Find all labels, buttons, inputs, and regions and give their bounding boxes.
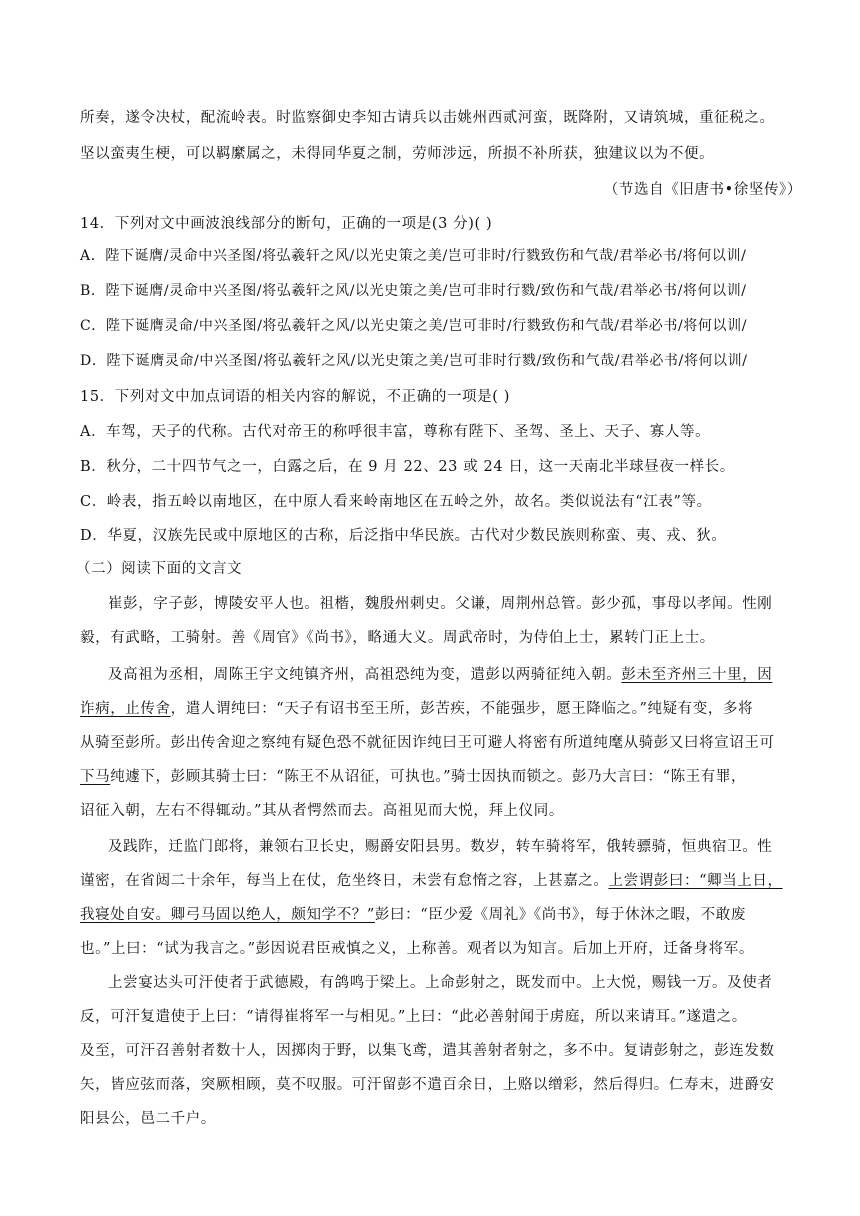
question-15-stem: 15．下列对文中加点词语的相关内容的解说，不正确的一项是( ): [80, 389, 510, 405]
section-heading: （二）阅读下面的文言文: [76, 561, 243, 577]
underlined-text: 诈病，止传舍: [80, 701, 171, 717]
question-14-option-d: D．陛下诞膺灵命/中兴圣图/将弘羲轩之风/以光史策之美/岂可非时行戮/致伤和气哉/君举必书/将何以训/: [80, 353, 748, 369]
question-15-option-d: D．华夏，汉族先民或中原地区的古称，后泛指中华民族。古代对少数民族则称蛮、夷、戎、狄。: [80, 528, 727, 544]
paragraph-line: [108, 663, 772, 684]
paragraph-line: [80, 765, 746, 786]
text-run: 彭曰：“臣少爱《周礼》《尚书》，每于休沐之暇，不敢废: [374, 907, 746, 923]
underlined-text: 我寝处自安。卿弓马固以绝人，颇知学不？”: [80, 907, 375, 923]
text-run: 及高祖为丞相，周陈王宇文纯镇齐州，高祖恐纯为变，遣彭以两骑征纯入朝。: [108, 667, 622, 683]
paragraph-line: 从骑至彭所。彭出传舍迎之察纯有疑色恐不就征因诈纯曰王可避人将密有所道纯麾从骑彭又曰将宣诏王可: [80, 735, 775, 751]
paragraph-line: 诏征入朝，左右不得辄动。”其从者愕然而去。高祖见而大悦，拜上仪同。: [80, 803, 564, 819]
paragraph-line: 矢，皆应弦而落，突厥相顾，莫不叹服。可汗留彭不遣百余日，上赂以缯彩，然后得归。仁寿末，进爵安: [80, 1077, 775, 1093]
question-15-option-c: C．岭表，指五岭以南地区，在中原人看来岭南地区在五岭之外，故名。类似说法有“江表”等。: [80, 494, 712, 510]
paragraph-line: 及践阼，迁监门郎将，兼领右卫长史，赐爵安阳县男。数岁，转车骑将军，俄转骠骑，恒典宿卫。性: [108, 839, 773, 855]
text-run: 谨密，在省闼二十余年，每当上在仗，危坐终日，未尝有怠惰之容，上甚嘉之。: [80, 873, 609, 889]
paragraph-line: 及至，可汗召善射者数十人，因掷肉于野，以集飞鸢，遣其善射者射之，多不中。复请彭射之，彭连发数: [80, 1043, 775, 1059]
question-14-option-c: C．陛下诞膺灵命/中兴圣图/将弘羲轩之风/以光史策之美/岂可非时/行戮致伤和气哉/君举必书/将何以训/: [80, 318, 748, 334]
question-14-option-a: A．陛下诞膺/灵命中兴圣图/将弘羲轩之风/以光史策之美/岂可非时/行戮致伤和气哉/君举必书/将何以训/: [80, 248, 747, 264]
paragraph-line: 反，可汗复遣使于上曰：“请得崔将军一与相见。”上曰：“此必善射闻于虏庭，所以来请耳。”遂遣之。: [80, 1009, 747, 1025]
passage-line: 坚以蛮夷生梗，可以羁縻属之，未得同华夏之制，劳师涉远，所损不补所获，独建议以为不便。: [80, 146, 715, 162]
question-15-option-b: B．秋分，二十四节气之一，白露之后，在 9 月 22、23 或 24 日，这一天南北半球昼夜一样长。: [80, 459, 735, 475]
paragraph-line: 也。”上曰：“试为我言之。”彭因说君臣戒慎之义，上称善。观者以为知言。后加上开府，迁备身将军。: [80, 941, 754, 957]
underlined-text: 下马: [80, 769, 111, 785]
underlined-text: 上尝谓彭曰：“卿当上日，: [608, 873, 783, 889]
question-14-stem: 14．下列对文中画波浪线部分的断句，正确的一项是(3 分)( ): [80, 216, 493, 232]
question-14-option-b: B．陛下诞膺/灵命中兴圣图/将弘羲轩之风/以光史策之美/岂可非时行戮/致伤和气哉/君举必书/将何以训/: [80, 283, 747, 299]
question-15-option-a: A．车驾，天子的代称。古代对帝王的称呼很丰富，尊称有陛下、圣驾、圣上、天子、寡人等。: [80, 424, 711, 440]
passage-line: 所奏，遂令决杖，配流岭表。时监察御史李知古请兵以击姚州西贰河蛮，既降附，又请筑城，重征税之。: [80, 110, 775, 126]
paragraph-line: [80, 903, 746, 924]
source-citation: （节选自《旧唐书•徐坚传》）: [603, 182, 802, 198]
text-run: ，遣人谓纯曰：“天子有诏书至王所，彭苦疾，不能强步，愿王降临之。”纯疑有变，多将: [170, 701, 754, 717]
paragraph-line: 毅，有武略，工骑射。善《周官》《尚书》，略通大义。周武帝时，为侍伯上士，累转门正上士。: [80, 630, 715, 646]
paragraph-line: 崔彭，字子彭，博陵安平人也。祖楷，魏殷州刺史。父谦，周荆州总管。彭少孤，事母以孝闻。性刚: [108, 596, 773, 612]
text-run: 纯遽下，彭顾其骑士曰：“陈王不从诏征，可执也。”骑士因执而锁之。彭乃大言曰：“陈王有罪，: [110, 769, 747, 785]
underlined-text: 彭未至齐州三十里，因: [621, 667, 773, 683]
paragraph-line: [80, 869, 783, 890]
paragraph-line: [80, 697, 753, 718]
paragraph-line: 上尝宴达头可汗使者于武德殿，有鸽鸣于梁上。上命彭射之，既发而中。上大悦，赐钱一万。及使者: [108, 975, 773, 991]
paragraph-line: 阳县公，邑二千户。: [80, 1111, 216, 1127]
